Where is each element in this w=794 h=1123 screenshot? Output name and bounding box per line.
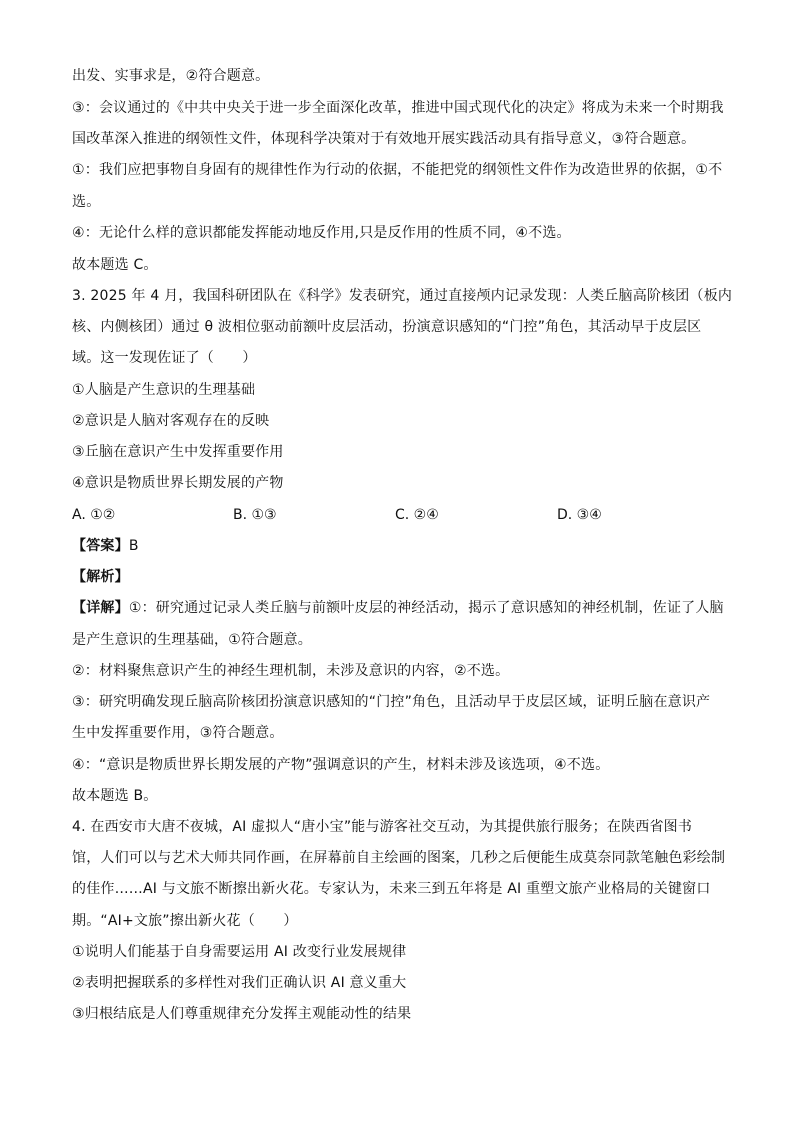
q2-conclusion: 故本题选 C。 [72, 257, 158, 273]
q3-stem-line1: 3. 2025 年 4 月，我国科研团队在《科学》发表研究，通过直接颅内记录发现：人类丘脑高阶核团（板内 [72, 288, 733, 304]
answer-value: B [128, 538, 139, 554]
q4-item-2: ②表明把握联系的多样性对我们正确认识 AI 意义重大 [72, 975, 407, 991]
q3-detail4: ④：“意识是物质世界长期发展的产物”强调意识的产生，材料未涉及该选项，④不选。 [72, 757, 610, 773]
q3-item-2: ②意识是人脑对客观存在的反映 [72, 413, 270, 429]
q2-point4: ④：无论什么样的意识都能发挥能动地反作用,只是反作用的性质不同，④不选。 [72, 225, 571, 241]
q3-detail3-line2: 生中发挥重要作用，③符合题意。 [72, 725, 284, 741]
q3-analysis-heading [72, 567, 732, 587]
q2-text-line: 出发、实事求是，②符合题意。 [72, 68, 270, 84]
q3-detail2: ②：材料聚焦意识产生的神经生理机制，未涉及意识的内容，②不选。 [72, 663, 510, 679]
q4-stem-line1: 4. 在西安市大唐不夜城，AI 虚拟人“唐小宝”能与游客社交互动，为其提供旅行服务；在陕西省图书 [72, 819, 693, 835]
q3-option-b: B. ①③ [233, 507, 277, 523]
q4-stem-line4: 期。“AI+文旅”擦出新火花（ ） [72, 913, 298, 929]
detail-label: 【详解】 [72, 600, 129, 616]
q2-point3-line2: 国改革深入推进的纲领性文件，体现科学决策对于有效地开展实践活动具有指导意义，③符合题意。 [72, 131, 696, 147]
q3-item-3: ③丘脑在意识产生中发挥重要作用 [72, 444, 284, 460]
q3-item-1: ①人脑是产生意识的生理基础 [72, 382, 256, 398]
q3-option-a: A. ①② [72, 507, 116, 523]
q4-item-1: ①说明人们能基于自身需要运用 AI 改变行业发展规律 [72, 944, 407, 960]
q2-point1-line2: 选。 [72, 194, 101, 210]
q3-detail1-line2: 是产生意识的生理基础，①符合题意。 [72, 632, 312, 648]
q2-point1-line1: ①：我们应把事物自身固有的规律性作为行动的依据，不能把党的纲领性文件作为改造世界的依据，①不 [72, 162, 723, 178]
q3-stem-line2: 核、内侧核团）通过 θ 波相位驱动前额叶皮层活动，扮演意识感知的“门控”角色，其活动早于皮层区 [72, 319, 702, 335]
answer-label: 【答案】 [72, 538, 129, 554]
q3-option-c: C. ②④ [395, 507, 439, 523]
q3-stem-line3: 域。这一发现佐证了（ ） [72, 350, 257, 366]
q3-detail3-line1: ③：研究明确发现丘脑高阶核团扮演意识感知的“门控”角色，且活动早于皮层区域，证明丘脑在意识产 [72, 694, 711, 710]
q3-conclusion: 故本题选 B。 [72, 788, 158, 804]
q2-point3-line1: ③：会议通过的《中共中央关于进一步全面深化改革，推进中国式现代化的决定》将成为未来一个时期我 [72, 100, 724, 116]
q4-item-3: ③归根结底是人们尊重规律充分发挥主观能动性的结果 [72, 1006, 412, 1022]
q3-detail-line1 [72, 598, 732, 618]
analysis-label: 【解析】 [72, 569, 129, 585]
q4-stem-line2: 馆，人们可以与艺术大师共同作画，在屏幕前自主绘画的图案，几秒之后便能生成莫奈同款笔触色彩绘制 [72, 850, 726, 866]
q3-answer [72, 536, 732, 556]
q3-option-d: D. ③④ [557, 507, 602, 523]
q4-stem-line3: 的佳作……AI 与文旅不断擦出新火花。专家认为，未来三到五年将是 AI 重塑文旅产业格局的关键窗口 [72, 881, 711, 897]
q3-detail1-text: ①：研究通过记录人类丘脑与前额叶皮层的神经活动，揭示了意识感知的神经机制，佐证了人脑 [128, 600, 724, 616]
q3-item-4: ④意识是物质世界长期发展的产物 [72, 475, 284, 491]
